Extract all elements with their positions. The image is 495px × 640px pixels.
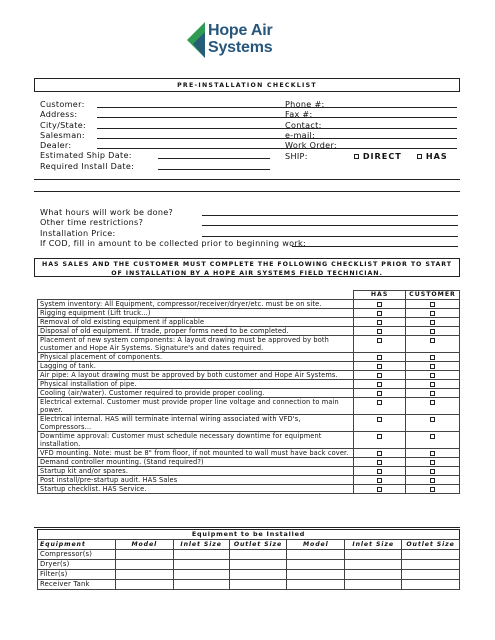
checklist-item: Startup checklist. HAS Service. [38,485,354,494]
customer-checkbox[interactable] [430,311,435,316]
info-field-line[interactable] [345,148,457,149]
has-checkbox[interactable] [377,338,382,343]
checklist-row [38,362,460,371]
customer-checkbox[interactable] [430,320,435,325]
checklist-row [38,467,460,476]
customer-cell [406,362,460,371]
equipment-entry-cell[interactable] [287,580,345,590]
equipment-row [38,570,460,580]
customer-column-header: CUSTOMER [406,291,460,300]
checklist-item: Removal of old existing equipment if applicable [38,318,354,327]
checklist-row [38,371,460,380]
info-field-label: Estimated Ship Date: [40,150,132,161]
customer-checkbox[interactable] [430,417,435,422]
has-cell [354,300,406,309]
has-column-header: HAS [354,291,406,300]
info-field-label: Contact: [285,119,322,130]
checklist-row [38,336,460,353]
checklist-row [38,389,460,398]
customer-cell [406,415,460,432]
checklist-row [38,309,460,318]
has-checkbox[interactable] [377,417,382,422]
question-label: Other time restrictions? [40,217,144,228]
checklist-item-header [38,291,354,300]
direct-checkbox[interactable] [354,154,359,159]
info-field-line[interactable] [345,117,457,118]
customer-cell [406,467,460,476]
question-answer-line[interactable] [202,225,458,226]
equipment-title-band [37,529,460,539]
has-cell [354,309,406,318]
equipment-name: Filter(s) [38,570,116,580]
customer-cell [406,380,460,389]
equipment-entry-cell[interactable] [115,550,173,560]
question-label: If COD, fill in amount to be collected prior to beginning work: [40,237,307,248]
info-field-label: Salesman: [40,129,85,140]
form-title: PRE-INSTALLATION CHECKLIST [177,82,317,89]
equipment-entry-cell[interactable] [229,550,287,560]
info-field-line[interactable] [97,107,370,108]
info-field-line[interactable] [97,117,370,118]
checklist-row [38,380,460,389]
brand-line2: Systems [208,39,273,56]
customer-cell [406,432,460,449]
brand-line1: Hope Air [208,22,273,39]
checklist-row [38,300,460,309]
checklist-item: VFD mounting. Note: must be 8" from floor, if not mounted to wall must have back cover. [38,449,354,458]
has-cell [354,371,406,380]
checklist-row [38,415,460,432]
checklist-item: Electrical external. Customer must provide proper line voltage and connection to main power. [38,398,354,415]
has-checkbox[interactable] [377,391,382,396]
has-cell [354,485,406,494]
info-field-line[interactable] [97,138,370,139]
separator-line [34,179,460,180]
has-checkbox[interactable] [377,373,382,378]
has-checkbox[interactable] [377,320,382,325]
has-cell [354,362,406,371]
has-checkbox[interactable] [377,460,382,465]
checklist-item: Lagging of tank. [38,362,354,371]
has-checkbox[interactable] [377,329,382,334]
has-checkbox[interactable] [377,478,382,483]
customer-cell [406,398,460,415]
info-field-line[interactable] [345,107,457,108]
customer-cell [406,353,460,362]
has-checkbox[interactable] [377,382,382,387]
info-field-label: Dealer: [40,140,72,151]
customer-checkbox[interactable] [430,451,435,456]
customer-checkbox[interactable] [430,338,435,343]
has-checkbox[interactable] [377,355,382,360]
equipment-column-header: Equipment [38,540,116,550]
equipment-entry-cell[interactable] [345,550,402,560]
checklist-row [38,327,460,336]
equipment-entry-cell[interactable] [345,560,402,570]
has-cell [354,327,406,336]
info-field-label: Work Order: [285,140,337,151]
info-field-label: City/State: [40,119,87,130]
equipment-title: Equipment to be Installed [191,530,306,538]
customer-checkbox[interactable] [430,373,435,378]
has-label: HAS [425,151,448,161]
has-checkbox[interactable] [377,364,382,369]
equipment-header-row [38,540,460,550]
equipment-row [38,560,460,570]
separator-line [34,191,460,192]
equipment-entry-cell[interactable] [115,570,173,580]
notice-box [34,258,460,277]
checklist-row [38,318,460,327]
direct-label: DIRECT [362,151,402,161]
equipment-entry-cell[interactable] [345,580,402,590]
customer-cell [406,458,460,467]
info-field-label: Phone #: [285,99,325,109]
checklist-item: Demand controller mounting. (Stand required?) [38,458,354,467]
customer-cell [406,309,460,318]
equipment-name: Receiver Tank [38,580,116,590]
has-cell [354,449,406,458]
equipment-row [38,580,460,590]
has-cell [354,398,406,415]
info-field-line[interactable] [345,128,457,129]
has-cell [354,336,406,353]
equipment-entry-cell[interactable] [229,560,287,570]
has-cell [354,380,406,389]
equipment-row [38,550,460,560]
checklist-row [38,476,460,485]
customer-cell [406,389,460,398]
separator-line [34,527,460,528]
checklist-table [37,290,460,494]
equipment-entry-cell[interactable] [173,550,229,560]
equipment-table [37,539,460,590]
equipment-entry-cell[interactable] [173,560,229,570]
checklist-item: System inventory: All Equipment, compressor/receiver/dryer/etc. must be on site. [38,300,354,309]
equipment-column-header: Outlet Size [402,540,460,550]
brand-name [208,22,272,56]
info-field-label: Required Install Date: [40,160,135,171]
has-cell [354,353,406,362]
equipment-entry-cell[interactable] [287,570,345,580]
equipment-entry-cell[interactable] [402,550,460,560]
checklist-item: Cooling (air/water). Customer required to provide proper cooling. [38,389,354,398]
has-checkbox[interactable] [377,302,382,307]
customer-checkbox[interactable] [430,400,435,405]
customer-checkbox[interactable] [430,391,435,396]
equipment-entry-cell[interactable] [402,580,460,590]
customer-checkbox[interactable] [430,460,435,465]
customer-cell [406,336,460,353]
question-label: Installation Price: [40,227,116,238]
checklist-item: Downtime approval: Customer must schedule necessary downtime for equipment installation. [38,432,354,449]
info-field-label: Address: [40,109,78,120]
info-field-label: e-mail: [285,129,316,140]
notice-text: HAS SALES AND THE CUSTOMER MUST COMPLETE THE FOLLOWING CHECKLIST PRIOR TO START OF INSTALLATION BY A HOPE AIR SYSTEMS FIELD TECHNICIAN. [42,261,452,277]
checklist-row [38,353,460,362]
question-answer-line[interactable] [202,215,458,216]
checklist-row [38,449,460,458]
has-cell [354,476,406,485]
has-checkbox[interactable] [377,434,382,439]
equipment-entry-cell[interactable] [115,560,173,570]
has-checkbox[interactable] [377,311,382,316]
customer-checkbox[interactable] [430,469,435,474]
equipment-entry-cell[interactable] [402,560,460,570]
checklist-row [38,398,460,415]
customer-cell [406,449,460,458]
customer-checkbox[interactable] [430,364,435,369]
equipment-column-header: Model [287,540,345,550]
has-cell [354,318,406,327]
ship-option-has[interactable] [417,151,448,161]
equipment-entry-cell[interactable] [345,570,402,580]
has-checkbox[interactable] [377,400,382,405]
ship-option-direct[interactable] [354,151,402,161]
info-field-line[interactable] [345,138,457,139]
customer-cell [406,485,460,494]
customer-checkbox[interactable] [430,355,435,360]
has-cell [354,467,406,476]
checklist-item: Post install/pre-startup audit. HAS Sales [38,476,354,485]
ship-label: SHIP: [285,151,308,161]
checklist-row [38,458,460,467]
has-checkbox[interactable] [377,487,382,492]
equipment-column-header: Inlet Size [345,540,402,550]
checklist-row [38,432,460,449]
checklist-body [38,300,460,494]
equipment-column-header: Outlet Size [229,540,287,550]
info-field-line[interactable] [158,169,270,170]
checklist-row [38,485,460,494]
customer-checkbox[interactable] [430,329,435,334]
question-label: What hours will work be done? [40,207,174,217]
equipment-name: Dryer(s) [38,560,116,570]
has-checkbox[interactable] [417,154,422,159]
has-cell [354,432,406,449]
equipment-entry-cell[interactable] [402,570,460,580]
question-answer-line[interactable] [202,236,458,237]
equipment-entry-cell[interactable] [287,560,345,570]
equipment-name: Compressor(s) [38,550,116,560]
customer-checkbox[interactable] [430,478,435,483]
equipment-body [38,550,460,590]
customer-cell [406,327,460,336]
equipment-entry-cell[interactable] [229,570,287,580]
title-band [34,78,460,92]
checklist-item: Electrical internal. HAS will terminate internal wiring associated with VFD's, Compressors… [38,415,354,432]
equipment-column-header: Model [115,540,173,550]
equipment-entry-cell[interactable] [287,550,345,560]
equipment-entry-cell[interactable] [229,580,287,590]
has-checkbox[interactable] [377,451,382,456]
has-cell [354,415,406,432]
customer-checkbox[interactable] [430,382,435,387]
checklist-item: Air pipe: A layout drawing must be approved by both customer and Hope Air Systems. [38,371,354,380]
customer-checkbox[interactable] [430,434,435,439]
equipment-entry-cell[interactable] [173,580,229,590]
checklist-item: Placement of new system components: A layout drawing must be approved by both customer and Hope Air Systems. Signature's and dates required. [38,336,354,353]
equipment-column-header: Inlet Size [173,540,229,550]
equipment-entry-cell[interactable] [173,570,229,580]
customer-checkbox[interactable] [430,302,435,307]
has-checkbox[interactable] [377,469,382,474]
info-field-label: Customer: [40,99,85,109]
customer-cell [406,300,460,309]
info-field-line[interactable] [158,158,270,159]
customer-cell [406,476,460,485]
customer-cell [406,371,460,380]
info-field-label: Fax #: [285,109,313,120]
checklist-item: Rigging equipment (Lift truck…) [38,309,354,318]
checklist-item: Physical placement of components. [38,353,354,362]
checklist-item: Disposal of old equipment. If trade, proper forms need to be completed. [38,327,354,336]
info-field-line[interactable] [97,128,370,129]
checklist-item: Startup kit and/or spares. [38,467,354,476]
question-answer-line[interactable] [292,246,458,247]
customer-cell [406,318,460,327]
checklist-item: Physical installation of pipe. [38,380,354,389]
has-cell [354,458,406,467]
has-cell [354,389,406,398]
equipment-entry-cell[interactable] [115,580,173,590]
customer-checkbox[interactable] [430,487,435,492]
